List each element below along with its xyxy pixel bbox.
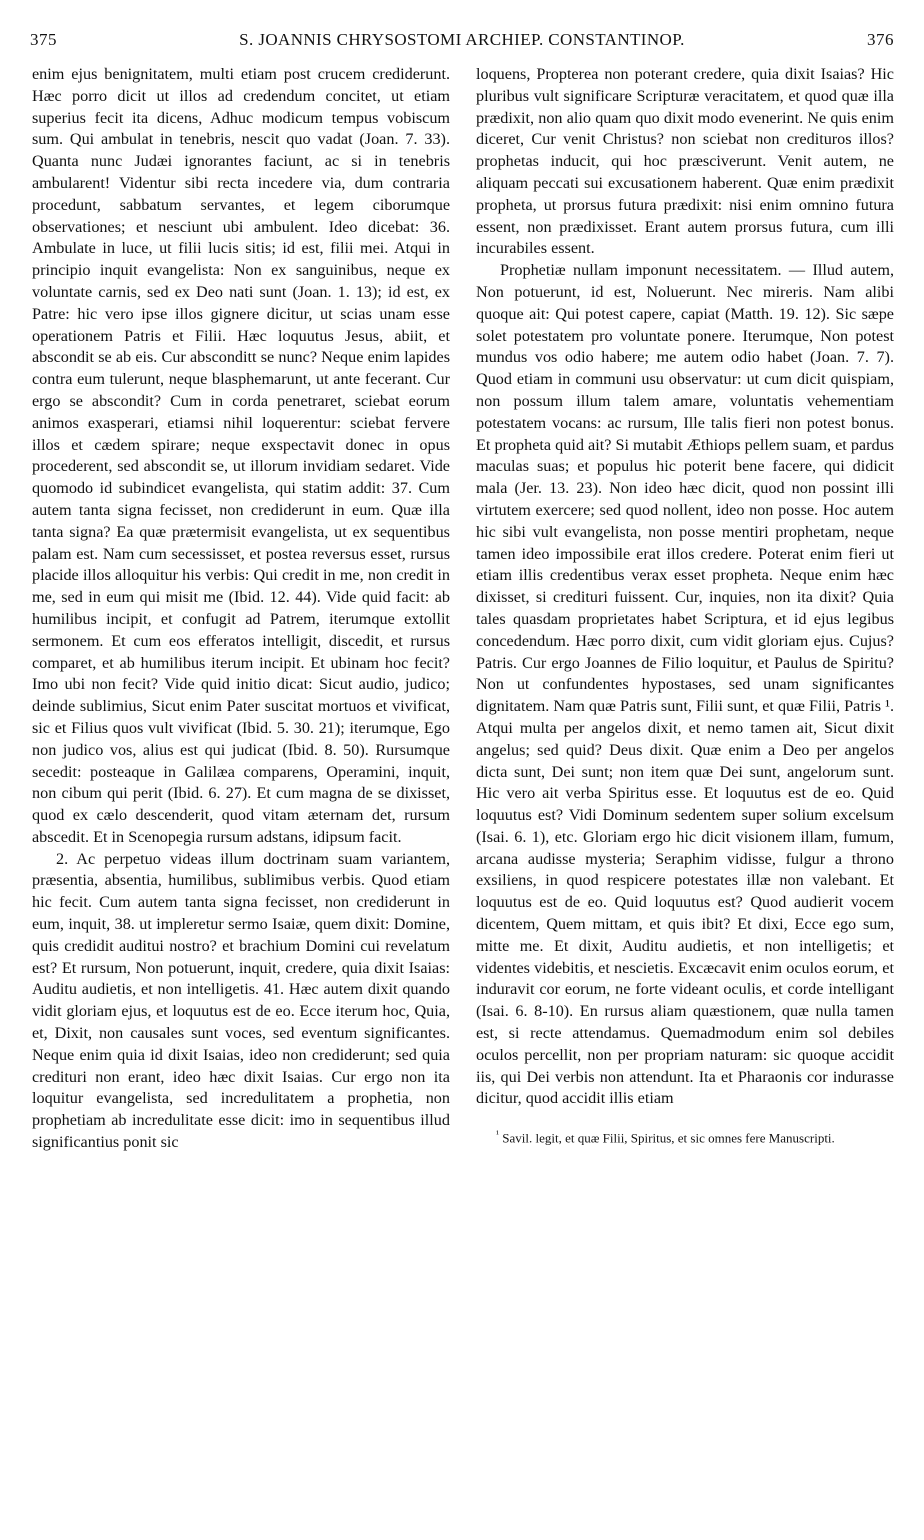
right-paragraph-2: Prophetiæ nullam imponunt necessitatem. — Illud autem, Non potuerunt, id est, Noluerunt. Nec mireris. Nam alibi quoque ait: Qui potest capere, capiat (Matth. 19. 12). Sic sæpe solet potestatem pro voluntate ponere. Iterumque, Non potest mundus vos odio habere; me autem odio habet (Joan. 7. 7). Quod etiam in communi usu observatur: ut cum dicit quispiam, non possum illum talem amare, voluntatis vehementiam potestatem vocans: ac rursum, Ille talis fieri non potest bonus. Et propheta quid ait? Si mutabit Æthiops pellem suam, et pardus maculas suas; et populus hic poterit bene facere, qui didicit mala (Jer. 13. 23). Non ideo hæc dicit, quod non possint illi virtutem exercere; sed quod nollent, ideo non posse. Hoc autem hic sibi vult evangelista, non posse mentiri prophetam, neque tamen ideo impossibile erat illos credere. Poterat enim fieri ut etiam illis credentibus verax esset propheta. Neque enim hæc dixisset, si crediturі fuissent. Cur, inquies, non ita dixit? Quia tales quasdam proprietates habet Scriptura, et id ejus legibus concedendum. Hæc porro dixit, cum vidit gloriam ejus. Cujus? Patris. Cur ergo Joannes de Filio loquitur, et Paulus de Spiritu? Non ut confundentes hypostases, sed unam significantes dignitatem. Nam quæ Patris sunt, Filii sunt, et quæ Filii, Patris ¹. Atqui multa per angelos dixit, et nemo tamen ait, Sicut dixit angelus; sed quid? Deus dixit. Quæ enim a Deo per angelos dicta sunt, Dei sunt; non item quæ Dei sunt, angelorum sunt. Hic vero ait verba Spiritus esse. Et loquutus est de eo. Quid loquutus est? Vidi Dominum sedentem super solium excelsum (Isai. 6. 1), etc. Gloriam ergo hic dicit visionem illam, fumum, arcana audisse mysteria; Seraphim vidisse, fulgur a throno exsiliens, in quod respicere potestates illæ non valebant. Et loquutus est de eo. Quid loquutus est? Quod audierit vocem dicentem, Quem mittam, et quis ibit? Et dixi, Ecce ego sum, mitte me. Et dixit, Auditu audietis, et non intelligetis; et videntes videbitis, et nescietis. Excæcavit enim oculos eorum, et induravit cor eorum, ne forte videant oculis, et corde intelligant (Isai. 6. 8-10). En rursus aliam quæstionem, quæ nulla tamen est, si recte attendamus. Quemadmodum enim sol debiles oculos percellit, non per propriam naturam: sic quoque accidit iis, qui Dei verbis non attendunt. Ita et Pharaonis cor indurasse dicitur, quod accidit illis etiam [476,261,894,1108]
footnote-mark: ¹ [496,1129,499,1141]
running-title: S. JOANNIS CHRYSOSTOMI ARCHIEP. CONSTANTINOP. [239,30,685,49]
footnote-text: Savil. legit, et quæ Filii, Spiritus, et sic omnes fere Manuscripti. [502,1130,835,1146]
left-column [32,64,450,1154]
left-paragraph-2: 2. Ac perpetuo videas illum doctrinam suam variantem, præsentia, absentia, humilibus, sublimibus verbis. Quod etiam hic fecit. Cum autem tanta signa fecisset, non crediderunt in eum, inquit, 38. ut impleretur sermo Isaiæ, quem dixit: Domine, quis credidit auditui nostro? et brachium Domini cui revelatum est? Et rursum, Non potuerunt, inquit, credere, quia dixit Isaias: Auditu audietis, et non intelligetis. 41. Hæc autem dixit quando vidit gloriam ejus, et loquutus est de eo. Ecce iterum hoc, Quia, et, Dixit, non causales sunt voces, sed eventum significantes. Neque enim quia id dixit Isaias, ideo non crediderunt; sed quia credituri non erant, ideo hæc dixit Isaias. Cur ergo non ita loquitur evangelista, sed incredulitatem a prophetia, non prophetiam ab incredulitate esse dicit: imo in sequentibus illud significantius ponit sic [32,849,450,1152]
page-number-right: 376 [867,30,894,49]
page-header [30,30,894,58]
right-column [476,64,894,1147]
footnote [476,1126,894,1146]
page-number-left: 375 [30,30,57,49]
right-paragraph-1: loquens, Propterea non poterant credere, quia dixit Isaias? Hic pluribus vult significare Scripturæ veracitatem, et quod quæ illa prædixit, non alio quam quo dixit modo evenerint. Ne quis enim diceret, Cur venit Christus? non sciebat non credituros illos? prophetas inducit, qui hoc præsciverunt. Venit autem, ne aliquam peccati sui excusationem haberent. Quæ enim prædixit propheta, ut prorsus futura prædixit: nisi enim omnino futura essent, non prædixisset. Erant autem prorsus futura, cum illi incurabiles essent. [476,65,894,258]
left-paragraph-1: enim ejus benignitatem, multi etiam post crucem crediderunt. Hæc porro dicit ut illos ad credendum concitet, ut etiam superius fecit ita dicens, Adhuc modicum tempus vobiscum sum. Qui ambulat in tenebris, nescit quo vadat (Joan. 7. 33). Quanta nunc Judæi ignorantes faciunt, ac si in tenebris ambularent! Videntur sibi recta incedere via, dum contraria procedunt, sabbatum servantes, et legem ciborumque observationes; et nesciunt ubi ambulent. Ideo dicebat: 36. Ambulate in luce, ut filii lucis sitis; id est, filii mei. Atqui in principio inquit evangelista: Non ex sanguinibus, neque ex voluntate carnis, sed ex Deo nati sunt (Joan. 1. 13); id est, ex Patre: hic vero ipse illos gignere dicitur, ut scias unam esse operationem Patris et Filii. Hæc loquutus Jesus, abiit, et abscondit se ab eis. Cur absconditt se nunc? Neque enim lapides contra eum tulerunt, neque blasphemarunt, ut ante fecerant. Cur ergo se abscondit? Cum in corda penetraret, sciebat eorum animos exasperari, etiamsi nihil loquerentur: sciebat fervere illos et cædem spirare; neque exspectavit donec in opus procederent, sed abscondit se, ut illorum invidiam sedaret. Vide quomodo id subindicet evangelista, qui statim addit: 37. Cum autem tanta signa fecisset, non crediderunt in eum. Quæ illa tanta signa? Ea quæ prætermisit evangelista, ut ex sequentibus palam est. Nam cum secessisset, et postea reversus esset, rursus placide illos alloquitur his verbis: Qui credit in me, non credit in me, sed in eum qui misit me (Ibid. 12. 44). Vide quid facit: ab humilibus incipit, et confugit ad Patrem, iterumque extollit sermonem. Et cum eos efferatos intelligit, discedit, et rursus comparet, et ab humilibus iterum incipit. Et ubinam hoc fecit? Imo ubi non fecit? Vide quid initio dicat: Sicut audio, judico; deinde sublimius, Sicut enim Pater suscitat mortuos et vivificat, sic et Filius quos vult vivificat (Ibid. 5. 30. 21); iterumque, Ego non judico vos, alius est qui judicat (Ibid. 8. 50). Rursumque secedit: posteaque in Galilæa comparens, Operamini, inquit, non cibum qui perit (Ibid. 6. 27). Et cum magna de se dixisset, quod ex cælo descenderit, quod vitam æternam det, rursum abscedit. Et in Scenopegia rursum adstans, idipsum facit. [32,65,450,846]
